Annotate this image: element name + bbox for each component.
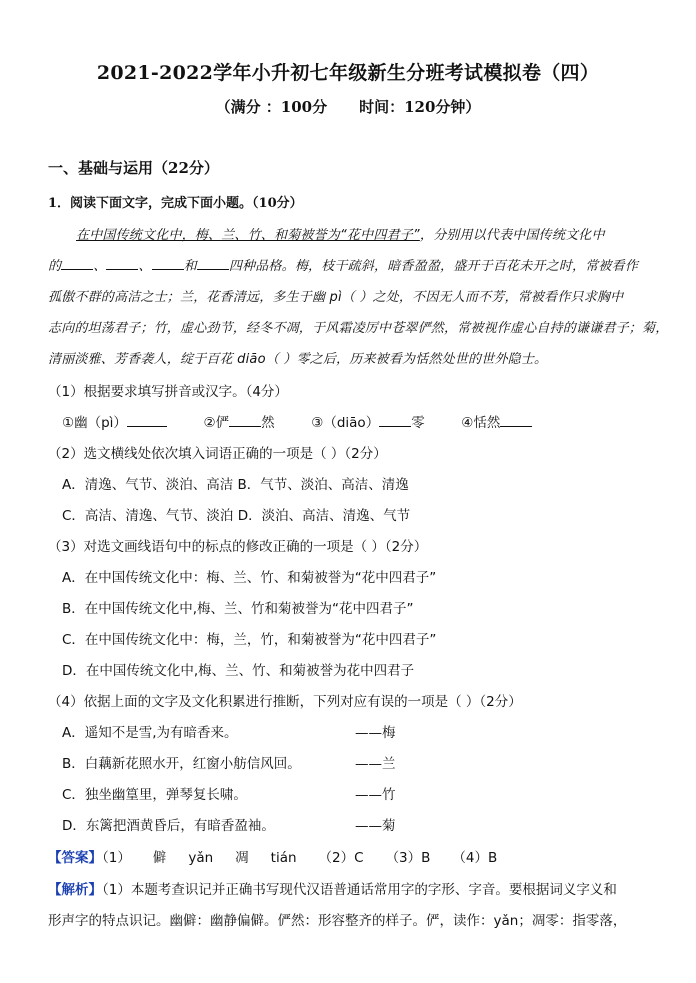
option-row: D．东篱把酒黄昏后，有暗香盈袖。 ——菊 [62, 818, 396, 834]
option-row: B．在中国传统文化中,梅、兰、竹和菊被誉为“花中四君子” [62, 601, 414, 617]
fill-blank-3[interactable] [379, 415, 411, 427]
sub-question-4: （4）依据上面的文字及文化积累进行推断，下列对应有误的一项是（ ）（2分） [48, 694, 522, 710]
passage-line-2: 的 、 、 和 四种品格。梅，枝干疏斜，暗香盈盈，盛开于百花未开之时，常被看作 [48, 259, 639, 274]
passage-line-1: 在中国传统文化中，梅、兰、竹、和菊被誉为“花中四君子”，分别用以代表中国传统文化中 [76, 228, 605, 243]
page-title: 2021-2022学年小升初七年级新生分班考试模拟卷（四） [96, 62, 600, 84]
blank-2[interactable] [106, 258, 138, 270]
question-heading: 1．阅读下面文字，完成下面小题。（10分） [48, 196, 303, 211]
option-row: A．在中国传统文化中：梅、兰、竹、和菊被誉为“花中四君子” [62, 570, 437, 586]
option-row: C．在中国传统文化中：梅，兰，竹，和菊被誉为“花中四君子” [62, 632, 437, 648]
answer-tag: 【答案】 [48, 850, 102, 866]
fill-blank-4[interactable] [500, 415, 532, 427]
underlined-sentence: 在中国传统文化中，梅、兰、竹、和菊被誉为“花中四君子” [76, 228, 420, 243]
exam-info [0, 96, 696, 117]
blank-1[interactable] [61, 258, 93, 270]
full-score: （满分 ：100分 [215, 98, 328, 116]
sub-question-3: （3）对选文画线语句中的标点的修改正确的一项是（ ）（2分） [48, 539, 428, 555]
option-row: A．清逸、气节、淡泊、高洁 B．气节、淡泊、高洁、清逸 [62, 477, 409, 493]
sub-question-2: （2）选文横线处依次填入词语正确的一项是（ ）（2分） [48, 446, 387, 462]
option-row: C．独坐幽篁里，弹琴复长啸。 ——竹 [62, 787, 396, 803]
exam-time: 时间：120分钟） [359, 98, 481, 116]
fill-blank-2[interactable] [229, 415, 261, 427]
fill-blank-1[interactable] [127, 415, 167, 427]
blank-4[interactable] [197, 258, 229, 270]
passage-line-3: 孤傲不群的高洁之士；兰，花香清远，多生于幽 pì（ ）之处，不因无人而不芳，常被看作只求胸中 [48, 290, 624, 305]
option-row: B．白藕新花照水开，红窗小舫信风回。 ——兰 [62, 756, 396, 772]
passage-line-5: 清丽淡雅、芳香袭人，绽于百花 diāo（ ）零之后，历来被看为恬然处世的世外隐士。 [48, 352, 548, 367]
option-row: C．高洁、清逸、气节、淡泊 D．淡泊、高洁、清逸、气节 [62, 508, 411, 524]
answer-row: 【答案】（1） 僻 yǎn 凋 tián （2）C （3）B （4）B [48, 850, 498, 866]
analysis-line-1: 【解析】（1）本题考查识记并正确书写现代汉语普通话常用字的字形、字音。要根据词义字义和 [48, 882, 617, 898]
option-row: A．遥知不是雪,为有暗香来。 ——梅 [62, 725, 396, 741]
option-row: D．在中国传统文化中,梅、兰、竹、和菊被誉为花中四君子 [62, 663, 415, 679]
sub-question-1: （1）根据要求填写拼音或汉字。（4分） [48, 384, 288, 400]
analysis-tag: 【解析】 [48, 882, 102, 898]
passage-line-4: 志向的坦荡君子；竹，虚心劲节，经冬不凋，于风霜凌厉中苍翠俨然，常被视作虚心自持的谦谦君子；菊， [48, 321, 669, 336]
analysis-line-2: 形声字的特点识记。幽僻：幽静偏僻。俨然：形容整齐的样子。俨，读作：yǎn；凋零：指零落， [48, 913, 627, 929]
blank-3[interactable] [152, 258, 184, 270]
sub-question-1-items: ①幽（pì） ②俨 然 ③（diāo） 零 ④恬然 [62, 411, 532, 431]
section-heading: 一、基础与运用（22分） [48, 159, 219, 177]
